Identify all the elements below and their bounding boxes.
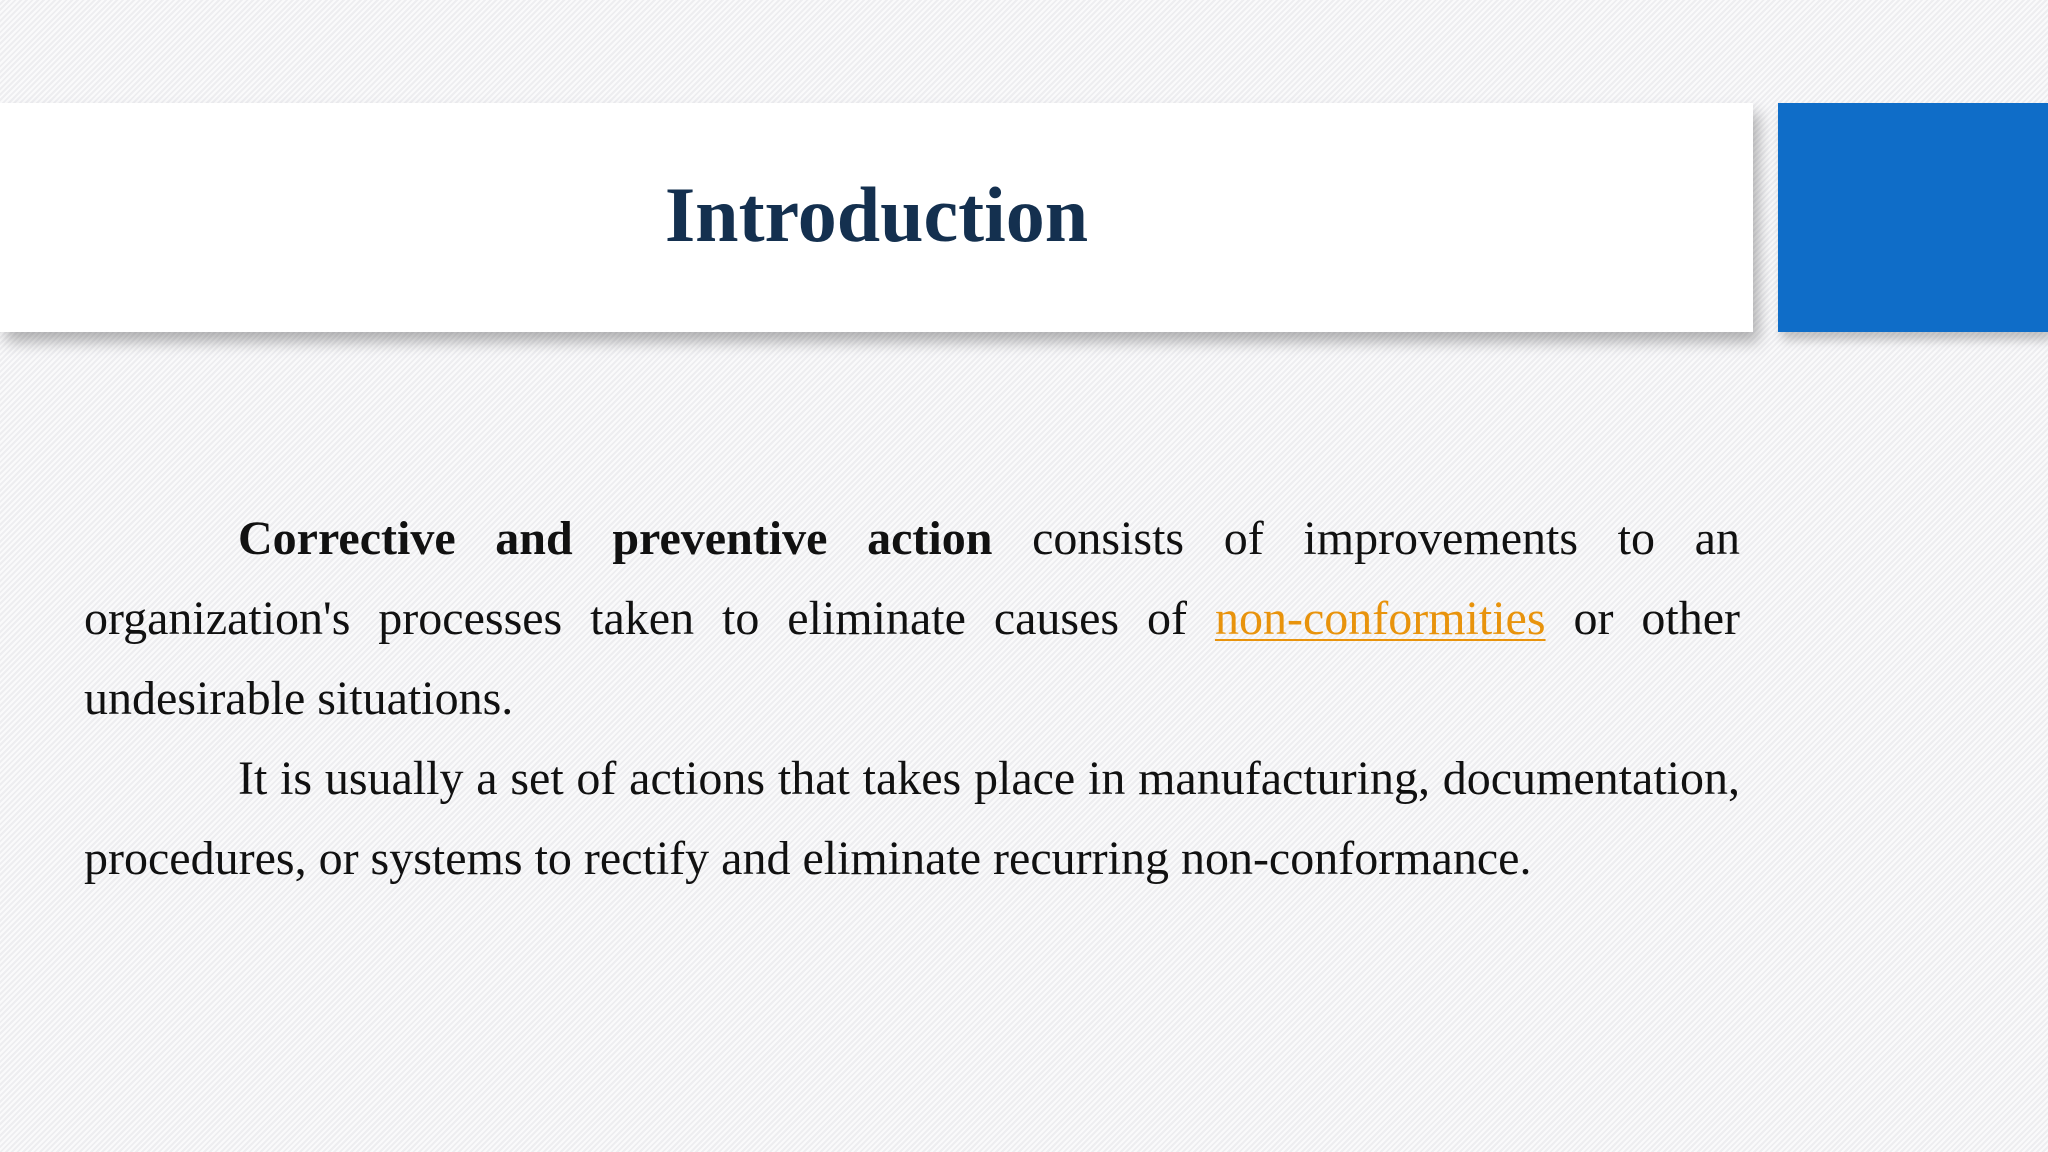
title-banner	[0, 103, 1753, 332]
paragraph-1-text-b: or other undesirable situations.	[84, 592, 1741, 725]
paragraph-1-text-a: consists of improvements to an organization's processes taken to eliminate causes of	[84, 512, 1740, 645]
slide-title: Introduction	[664, 170, 1089, 258]
slide-body	[84, 499, 1740, 899]
paragraph-2: It is usually a set of actions that takes place in manufacturing, documentation, procedures, or systems to rectify and eliminate recurring non-conformance.	[84, 752, 1740, 885]
paragraph-1	[84, 499, 1740, 739]
bold-lead-term: Corrective and preventive action	[238, 512, 993, 565]
non-conformities-link[interactable]: non-conformities	[1214, 592, 1546, 645]
accent-block	[1778, 103, 2048, 332]
